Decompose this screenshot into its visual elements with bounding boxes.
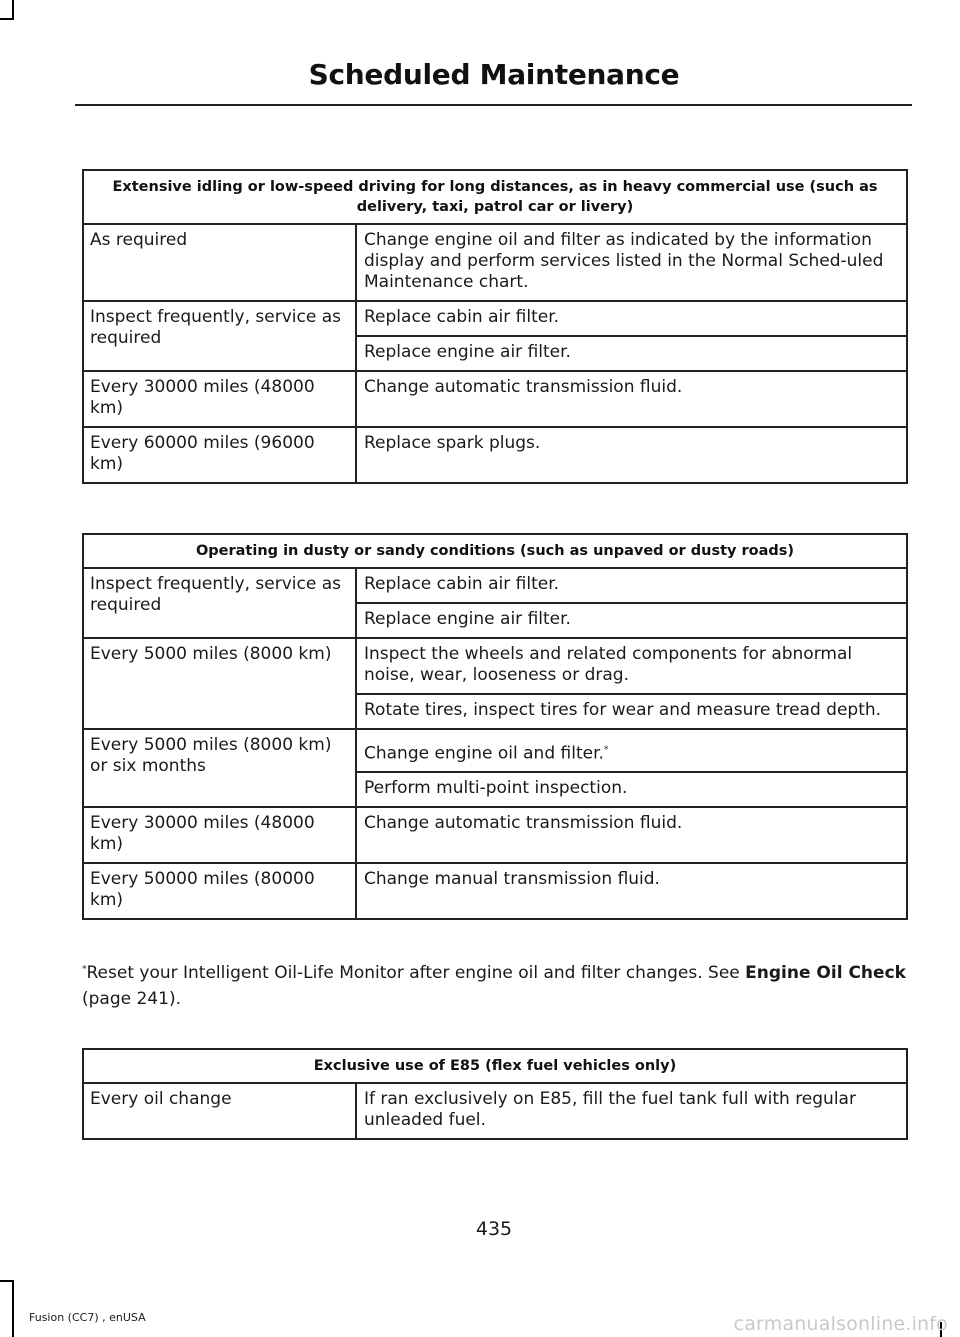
maintenance-table-heavy-use <box>82 169 908 484</box>
engine-oil-check-link[interactable]: Engine Oil Check <box>745 963 906 983</box>
footnote-page-ref: (page 241). <box>82 989 181 1009</box>
maintenance-table-dusty-conditions <box>82 533 908 920</box>
maintenance-table-e85 <box>82 1048 908 1140</box>
action-cell: Replace cabin air filter. <box>356 301 907 336</box>
footnote <box>82 960 906 1012</box>
table-heading-row <box>83 534 907 568</box>
table-row <box>83 301 907 336</box>
schedule-cell: Inspect frequently, service as required <box>83 568 356 638</box>
table-row <box>83 807 907 863</box>
action-cell: Inspect the wheels and related components for abnormal noise, wear, looseness or drag. <box>356 638 907 694</box>
table-heading: Extensive idling or low-speed driving for long distances, as in heavy commercial use (such as delivery, taxi, patrol car or livery) <box>83 170 907 224</box>
table-row <box>83 568 907 603</box>
footer-model-label: Fusion (CC7) , enUSA <box>29 1311 146 1324</box>
schedule-cell: Inspect frequently, service as required <box>83 301 356 371</box>
action-cell: Replace engine air filter. <box>356 603 907 638</box>
action-cell: Replace spark plugs. <box>356 427 907 483</box>
table-row <box>83 427 907 483</box>
table-row <box>83 1083 907 1139</box>
footnote-marker: * <box>603 745 609 755</box>
table-row <box>83 863 907 919</box>
action-text: Change engine oil and filter. <box>364 743 604 764</box>
table-heading: Exclusive use of E85 (flex fuel vehicles only) <box>83 1049 907 1083</box>
crop-mark <box>12 1280 14 1337</box>
page-title: Scheduled Maintenance <box>308 58 680 91</box>
action-cell: Change engine oil and filter as indicated by the information display and perform services listed in the Normal Sched-uled Maintenance chart. <box>356 224 907 301</box>
schedule-cell: As required <box>83 224 356 301</box>
crop-mark <box>0 18 14 20</box>
action-cell: Replace engine air filter. <box>356 336 907 371</box>
schedule-cell: Every 50000 miles (80000 km) <box>83 863 356 919</box>
footnote-text: Reset your Intelligent Oil-Life Monitor after engine oil and filter changes. See <box>86 963 746 983</box>
table-row <box>83 729 907 772</box>
watermark: carmanualsonline.info <box>733 1313 948 1335</box>
schedule-cell: Every 60000 miles (96000 km) <box>83 427 356 483</box>
schedule-cell: Every 5000 miles (8000 km) or six months <box>83 729 356 807</box>
schedule-cell: Every 30000 miles (48000 km) <box>83 371 356 427</box>
action-cell <box>356 729 907 772</box>
action-cell: Rotate tires, inspect tires for wear and measure tread depth. <box>356 694 907 729</box>
table-row <box>83 224 907 301</box>
table-heading-row <box>83 170 907 224</box>
action-cell: Change automatic transmission fluid. <box>356 371 907 427</box>
schedule-cell: Every 5000 miles (8000 km) <box>83 638 356 729</box>
table-row <box>83 638 907 694</box>
table-heading: Operating in dusty or sandy conditions (such as unpaved or dusty roads) <box>83 534 907 568</box>
table-row <box>83 371 907 427</box>
crop-mark <box>12 0 14 18</box>
table-heading-row <box>83 1049 907 1083</box>
footnote-marker: * <box>82 964 87 975</box>
page-number: 435 <box>475 1218 513 1240</box>
action-cell: If ran exclusively on E85, fill the fuel tank full with regular unleaded fuel. <box>356 1083 907 1139</box>
schedule-cell: Every oil change <box>83 1083 356 1139</box>
crop-mark <box>0 1280 14 1282</box>
title-divider <box>75 104 912 106</box>
schedule-cell: Every 30000 miles (48000 km) <box>83 807 356 863</box>
action-cell: Change automatic transmission fluid. <box>356 807 907 863</box>
action-cell: Replace cabin air filter. <box>356 568 907 603</box>
action-cell: Perform multi-point inspection. <box>356 772 907 807</box>
action-cell: Change manual transmission fluid. <box>356 863 907 919</box>
